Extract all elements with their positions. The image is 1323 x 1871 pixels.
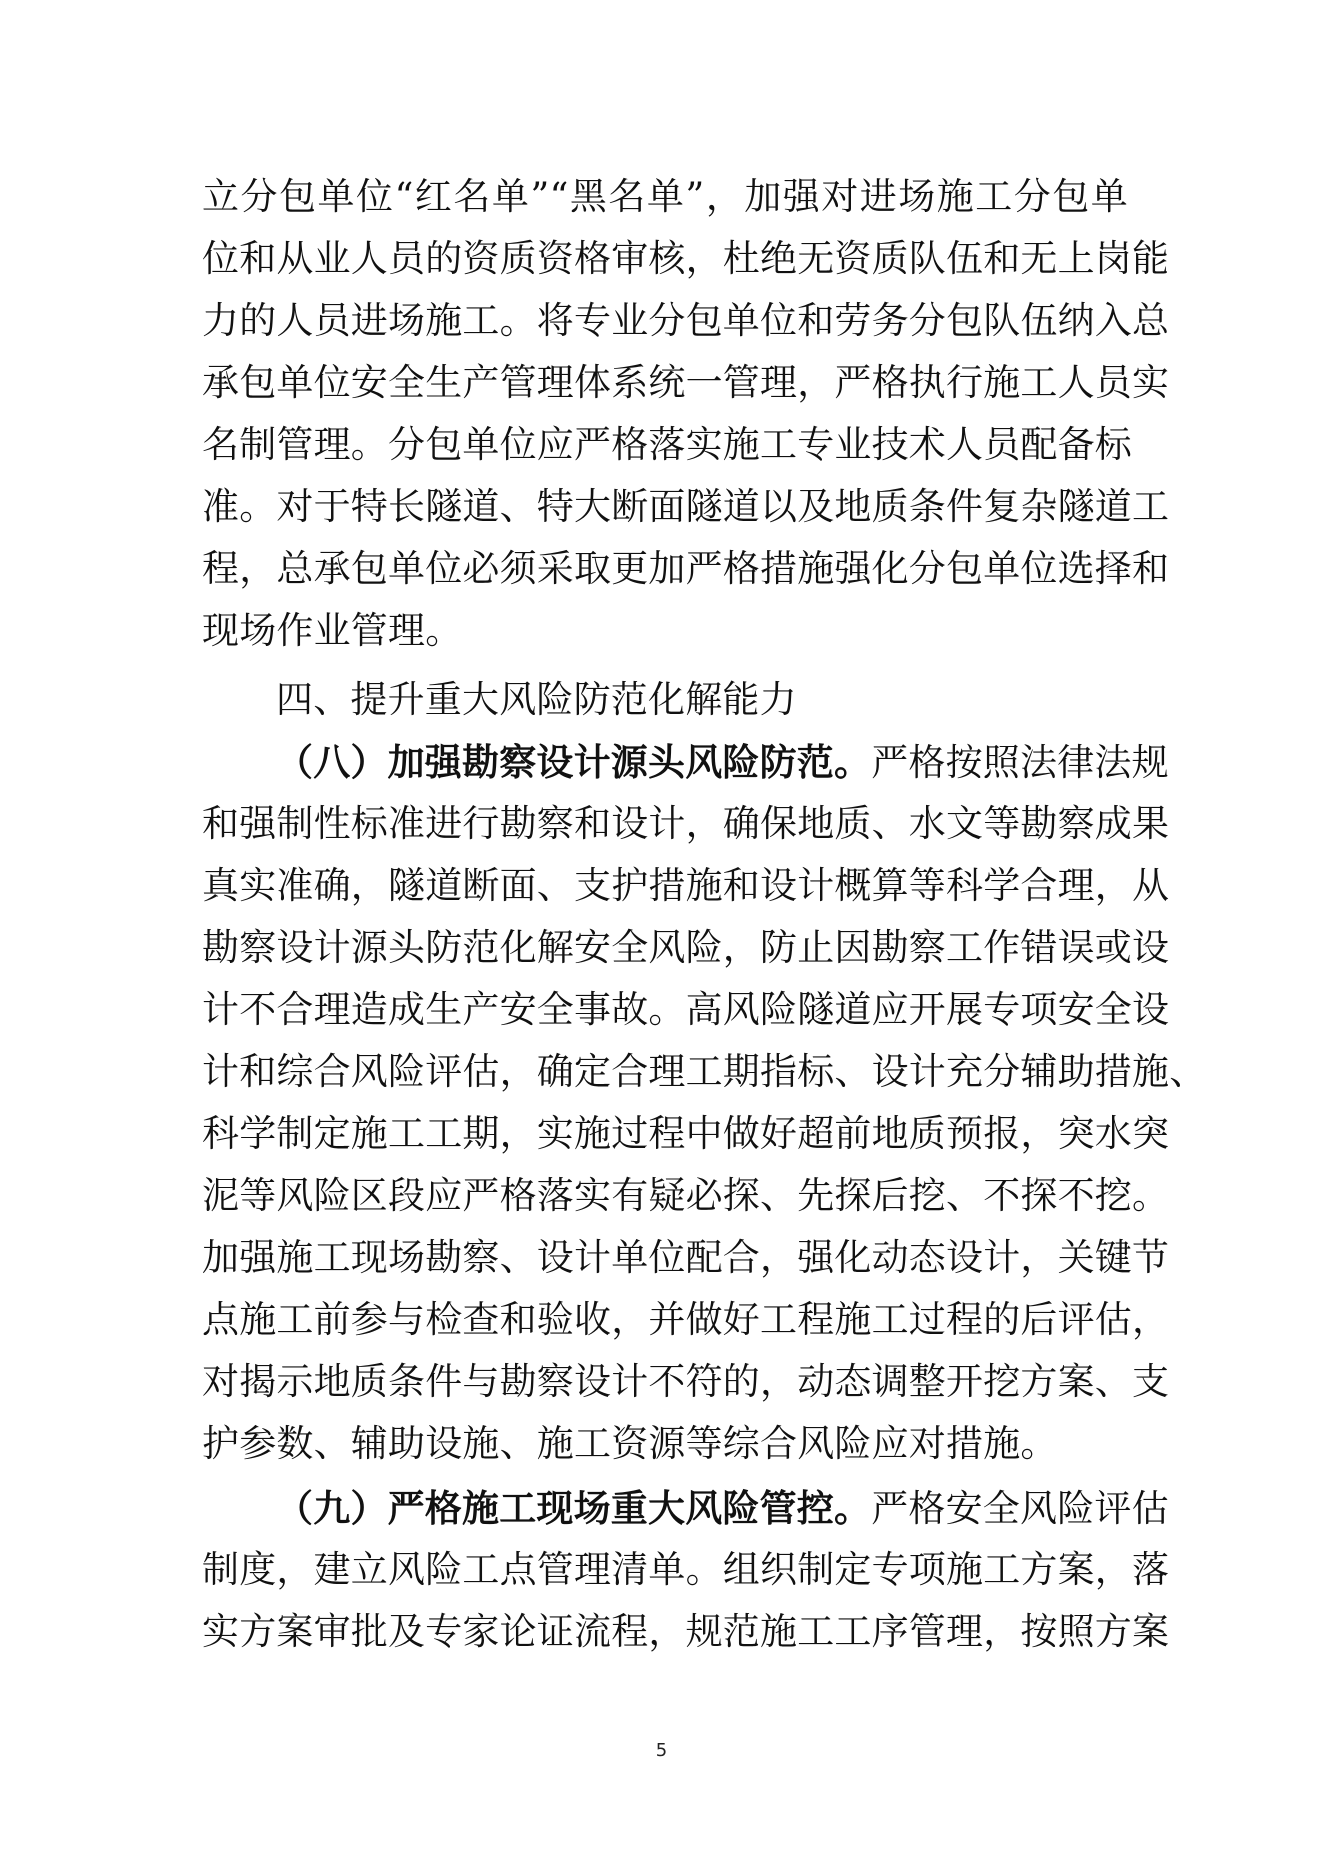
- item-heading: （九）严格施工现场重大风险管控。: [276, 1486, 872, 1530]
- item-first-line: [276, 731, 1169, 793]
- body-text-line: 程，总承包单位必须采取更加严格措施强化分包单位选择和: [202, 547, 1170, 590]
- body-text-line: 准。对于特长隧道、特大断面隧道以及地质条件复杂隧道工: [202, 485, 1170, 528]
- body-text-line: 科学制定施工工期，实施过程中做好超前地质预报，突水突: [202, 1112, 1170, 1155]
- body-text-line: 加强施工现场勘察、设计单位配合，强化动态设计，关键节: [202, 1236, 1170, 1279]
- body-text-line: 实方案审批及专家论证流程，规范施工工序管理，按照方案: [202, 1610, 1170, 1653]
- body-text-line: 勘察设计源头防范化解安全风险，防止因勘察工作错误或设: [202, 926, 1170, 969]
- item-first-line-text: 严格安全风险评估: [871, 1487, 1169, 1530]
- body-text-line: 计不合理造成生产安全事故。高风险隧道应开展专项安全设: [202, 988, 1170, 1031]
- item-first-line-text: 严格按照法律法规: [871, 741, 1169, 784]
- item-heading: （八）加强勘察设计源头风险防范。: [276, 740, 872, 784]
- body-text-line: 和强制性标准进行勘察和设计，确保地质、水文等勘察成果: [202, 802, 1170, 845]
- body-text-line: 现场作业管理。: [202, 609, 463, 652]
- body-text-line: 对揭示地质条件与勘察设计不符的，动态调整开挖方案、支: [202, 1360, 1170, 1403]
- body-text-line: 真实准确，隧道断面、支护措施和设计概算等科学合理，从: [202, 864, 1170, 907]
- body-text-line: 护参数、辅助设施、施工资源等综合风险应对措施。: [202, 1422, 1058, 1465]
- item-first-line: [276, 1477, 1169, 1539]
- page-number: 5: [655, 1740, 668, 1761]
- body-text-line: 泥等风险区段应严格落实有疑必探、先探后挖、不探不挖。: [202, 1174, 1170, 1217]
- body-text-line: 名制管理。分包单位应严格落实施工专业技术人员配备标: [202, 423, 1132, 466]
- body-text-line: 立分包单位“红名单”“黑名单”，加强对进场施工分包单: [202, 175, 1128, 218]
- section-heading: 四、提升重大风险防范化解能力: [276, 678, 797, 721]
- body-text-line: 承包单位安全生产管理体系统一管理，严格执行施工人员实: [202, 361, 1170, 404]
- body-text-line: 力的人员进场施工。将专业分包单位和劳务分包队伍纳入总: [202, 299, 1170, 342]
- body-text-line: 点施工前参与检查和验收，并做好工程施工过程的后评估，: [202, 1298, 1170, 1341]
- body-text-line: 位和从业人员的资质资格审核，杜绝无资质队伍和无上岗能: [202, 237, 1170, 280]
- body-text-line: 计和综合风险评估，确定合理工期指标、设计充分辅助措施、: [202, 1050, 1207, 1093]
- body-text-line: 制度，建立风险工点管理清单。组织制定专项施工方案，落: [202, 1548, 1170, 1591]
